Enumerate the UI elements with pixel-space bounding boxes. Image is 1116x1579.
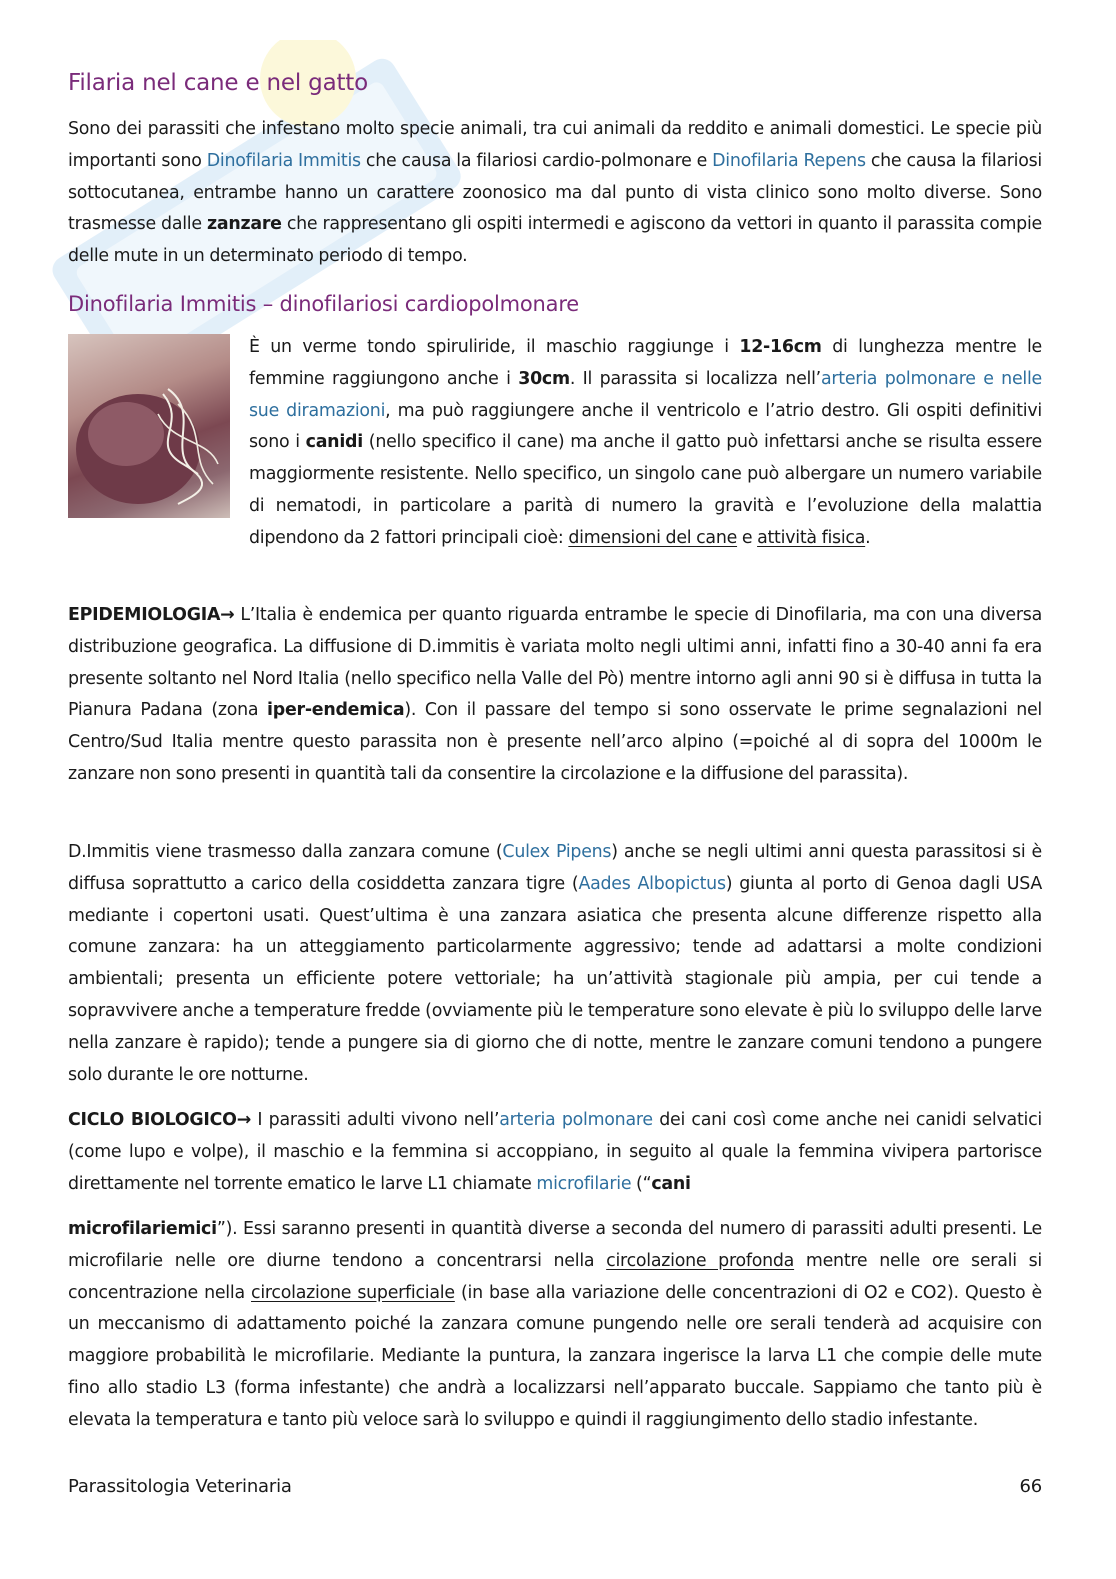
ciclo-label: CICLO BIOLOGICO [68, 1110, 237, 1130]
immitis-paragraph: È un verme tondo spiruliride, il maschio raggiunge i 12-16cm di lunghezza mentre le femmine raggiungono anche i 30cm. Il parassita si localizza nell’arteria polmonare e nelle sue diramazioni, ma può raggiungere anche il ventricolo e l’atrio destro. Gli ospiti definitivi sono i canidi (nello specifico il cane) ma anche il gatto può infettarsi anche se risulta essere maggiormente resistente. Nello specifico, un singolo cane può albergare un numero variabile di nematodi, in particolare a parità di numero la gravità e l’evoluzione della malattia dipendono da 2 fattori principali cioè: dimensioni del cane e attività fisica. [68, 332, 1042, 555]
term-microfilarie: microfilarie [536, 1173, 632, 1194]
ciclo-paragraph-continued: microfilariemici”). Essi saranno presenti in quantità diverse a seconda del numero di parassiti adulti presenti. Le microfilarie nelle ore diurne tendono a concentrarsi nella circolazione profonda mentre nelle ore serali si concentrazione nella circolazione superficiale (in base alla variazione delle concentrazioni di O2 e CO2). Questo è un meccanismo di adattamento poiché la zanzara comune pungendo nelle ore serali tenderà ad acquisire con maggiore probabilità le microfilarie. Mediante la puntura, la zanzara ingerisce la larva L1 che compie delle mute fino allo stadio L3 (forma infestante) che andrà a localizzarsi nell’apparato buccale. Sappiamo che tanto più è elevata la temperatura e tanto più veloce sarà lo sviluppo e quindi il raggiungimento dello stadio infestante. [68, 1219, 1042, 1430]
epidemiologia-label: EPIDEMIOLOGIA [68, 605, 221, 625]
arrow-icon: → [236, 1110, 252, 1130]
page-number: 66 [1019, 1476, 1042, 1497]
term-arteria-polmonare: arteria polmonare e nelle sue diramazioni [249, 368, 1043, 421]
footer-course: Parassitologia Veterinaria [68, 1476, 292, 1497]
epidemiologia-paragraph: EPIDEMIOLOGIA→ L’Italia è endemica per quanto riguarda entrambe le specie di Dinofilaria, ma con una diversa distribuzione geografica. La diffusione di D.immitis è variata molto negli ultimi anni, infatti fino a 30-40 anni fa era presente soltanto nel Nord Italia (nello specifico nella Valle del Pò) mentre intorno agli anni 90 si è diffusa in tutta la Pianura Padana (zona iper-endemica). Con il passare del tempo si sono osservate le prime segnalazioni nel Centro/Sud Italia mentre questo parassita non è presente nell’arco alpino (=poiché al di sopra del 1000m le zanzare non sono presenti in quantità tali da consentire la circolazione e la diffusione del parassita). [68, 605, 1043, 784]
heart-worms-photo [68, 334, 230, 518]
ciclo-paragraph: CICLO BIOLOGICO→ I parassiti adulti vivono nell’arteria polmonare dei cani così come anche nei canidi selvatici (come lupo e volpe), il maschio e la femmina si accoppiano, in seguito al quale la femmina vivipera partorisce direttamente nel torrente ematico le larve L1 chiamate microfilarie (“cani [68, 1110, 1043, 1194]
term-aedes: Aades Albopictus [578, 873, 726, 894]
species-link-repens: Dinofilaria Repens [712, 150, 866, 171]
term-culex: Culex Pipens [502, 842, 612, 862]
term-arteria-polmonare: arteria polmonare [499, 1110, 653, 1130]
heart-worms-image [68, 334, 230, 518]
arrow-icon: → [220, 605, 235, 625]
section-title: Dinofilaria Immitis – dinofilariosi cardiopolmonare [68, 292, 580, 316]
page-title: Filaria nel cane e nel gatto [68, 70, 368, 96]
intro-paragraph: Sono dei parassiti che infestano molto specie animali, tra cui animali da reddito e animali domestici. Le specie più importanti sono Dinofilaria Immitis che causa la filariosi cardio-polmonare e Dinofilaria Repens che causa la filariosi sottocutanea, entrambe hanno un carattere zoonosico ma dal punto di vista clinico sono molto diverse. Sono trasmesse dalle zanzare che rappresentano gli ospiti intermedi e agiscono da vettori in quanto il parassita compie delle mute in un determinato periodo di tempo. [68, 119, 1042, 267]
trasmissione-paragraph: D.Immitis viene trasmesso dalla zanzara comune (Culex Pipens) anche se negli ultimi anni questa parassitosi si è diffusa soprattutto a carico della cosiddetta zanzara tigre (Aades Albopictus) giunta al porto di Genoa dagli USA mediante i copertoni usati. Quest’ultima è una zanzara asiatica che presenta alcune differenze rispetto alla comune zanzara: ha un atteggiamento particolarmente aggressivo; tende ad adattarsi a molte condizioni ambientali; presenta un efficiente potere vettoriale; ha un’attività stagionale più ampia, per cui tende a sopravvivere anche a temperature fredde (ovviamente più le temperature sono elevate è più lo sviluppo delle larve nella zanzare è rapido); tende a pungere sia di giorno che di notte, mentre le zanzare comuni tendono a pungere solo durante le ore notturne. [68, 842, 1043, 1085]
species-link-immitis: Dinofilaria Immitis [206, 150, 361, 171]
